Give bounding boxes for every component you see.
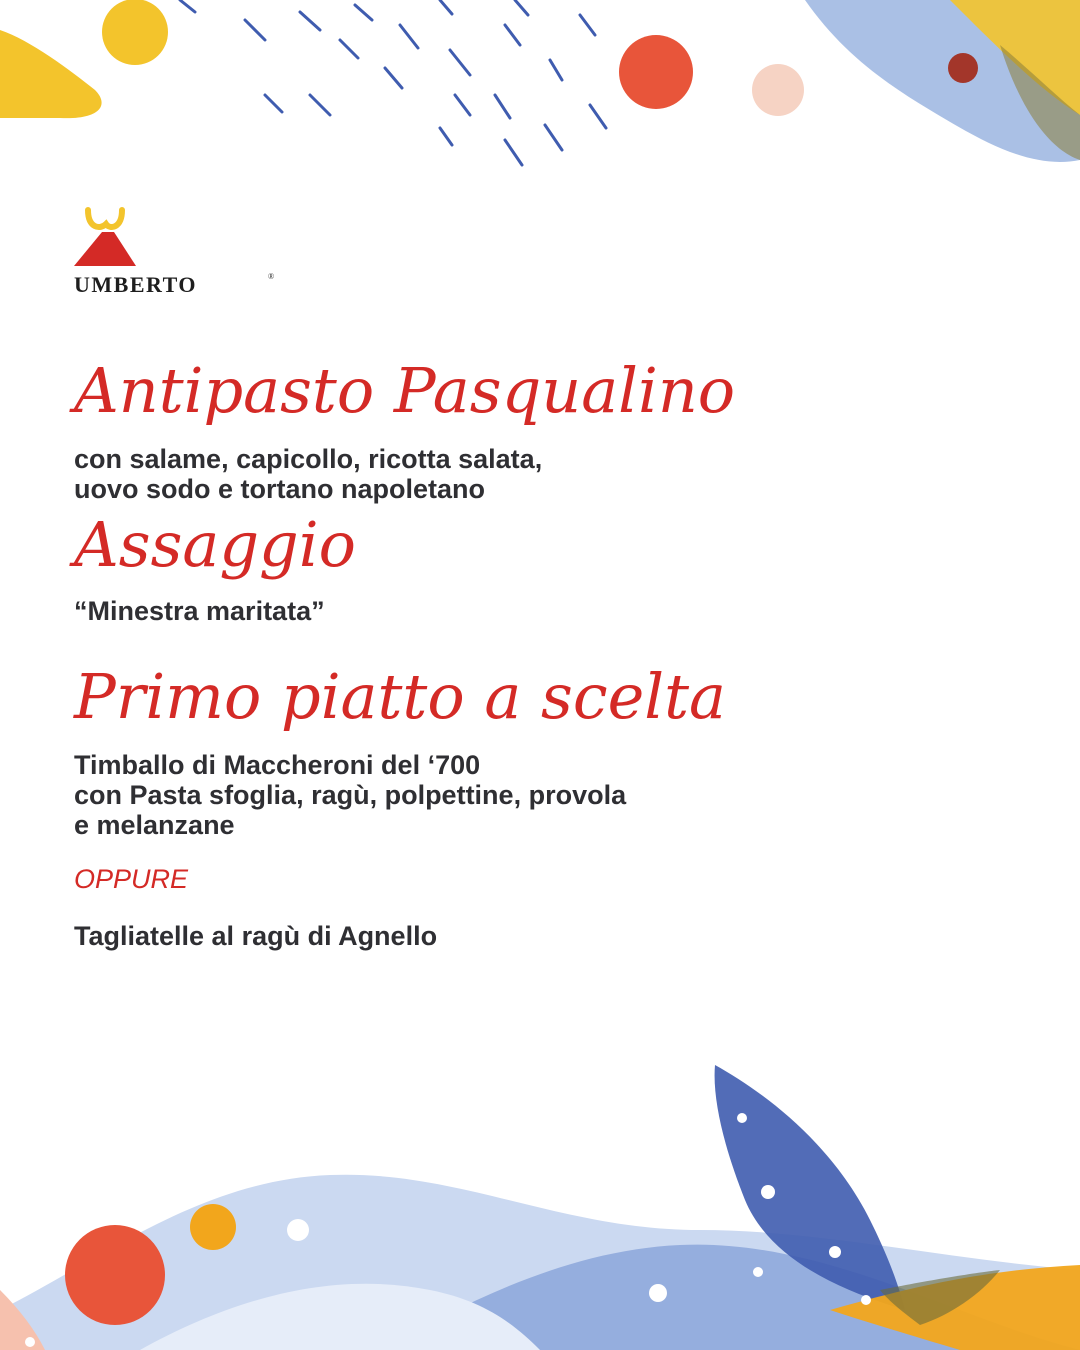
peach-dot-top [752, 64, 804, 116]
primo-alternative: Tagliatelle al ragù di Agnello [74, 921, 438, 951]
assaggio-title: Assaggio [74, 508, 356, 581]
dark-red-dot-top-right [948, 53, 978, 83]
antipasto-line-1: con salame, capicollo, ricotta salata, [74, 444, 543, 474]
volcano-logo-icon [74, 200, 144, 270]
oppure-separator: OPPURE [74, 864, 189, 894]
orange-dot-top [619, 35, 693, 109]
primo-title: Primo piatto a scelta [74, 660, 726, 733]
primo-line-3: e melanzane [74, 810, 235, 840]
yellow-dot-top [102, 0, 168, 65]
antipasto-title: Antipasto Pasqualino [74, 354, 736, 427]
brand-name: UMBERTO [74, 272, 198, 297]
registered-mark: ® [268, 272, 275, 281]
assaggio-line-1: “Minestra maritata” [74, 596, 325, 626]
rain-dashes [180, 0, 606, 165]
primo-line-1: Timballo di Maccheroni del ‘700 [74, 750, 481, 780]
antipasto-line-2: uovo sodo e tortano napoletano [74, 474, 485, 504]
primo-line-2: con Pasta sfoglia, ragù, polpettine, provola [74, 780, 627, 810]
yellow-dot-bottom [190, 1204, 236, 1250]
menu-content [74, 354, 974, 951]
orange-dot-bottom [65, 1225, 165, 1325]
yellow-wave-top-left [0, 30, 102, 118]
brand-logo [74, 200, 284, 300]
